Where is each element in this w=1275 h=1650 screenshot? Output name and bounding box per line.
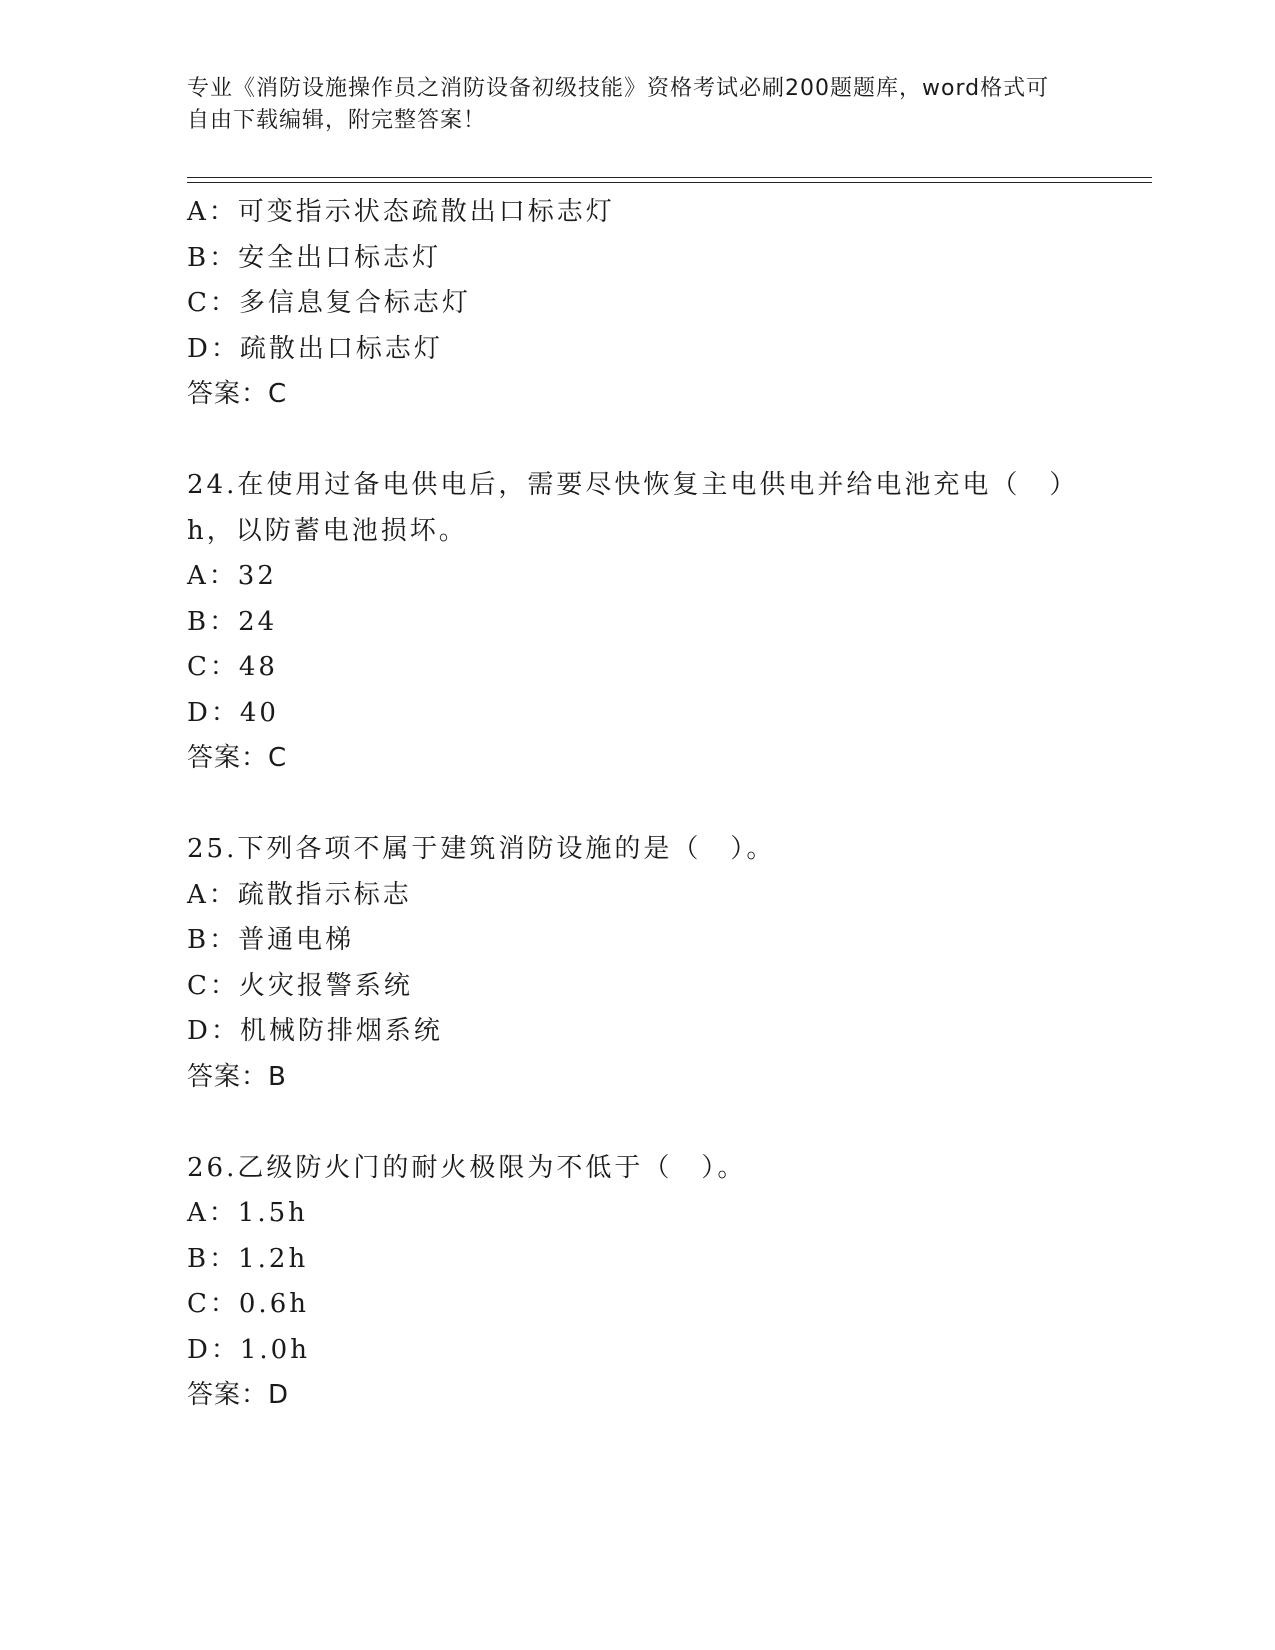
option-b: B：24: [187, 606, 278, 637]
option-c: C：多信息复合标志灯: [187, 288, 471, 318]
question-26: [187, 1146, 1087, 1419]
question-25: [187, 827, 1087, 1100]
answer-line: 答案：D: [187, 1380, 290, 1410]
option-b: B：普通电梯: [187, 925, 355, 955]
answer-line: 答案：C: [187, 379, 288, 409]
option-d: D：1.0h: [187, 1334, 310, 1365]
option-c: C：0.6h: [187, 1289, 309, 1319]
option-a: A：疏散指示标志: [187, 879, 412, 910]
document-title: 专业《消防设施操作员之消防设备初级技能》资格考试必刷200题题库，word格式可自由下载编辑，附完整答案！: [187, 76, 1050, 133]
question-list: [187, 190, 1087, 1419]
option-d: D：机械防排烟系统: [187, 1016, 443, 1046]
option-a: A：1.5h: [187, 1198, 308, 1228]
option-c: C：火灾报警系统: [187, 970, 413, 1001]
option-a: A：32: [187, 561, 277, 591]
question-stem-line-1: 24.在使用过备电供电后，需要尽快恢复主电供电并给电池充电（ ）: [187, 470, 1079, 500]
option-a: A：可变指示状态疏散出口标志灯: [187, 197, 615, 227]
option-b: B：安全出口标志灯: [187, 242, 442, 273]
answer-line: 答案：B: [187, 1061, 287, 1092]
question-23: [187, 190, 1087, 418]
option-d: D：疏散出口标志灯: [187, 333, 443, 364]
spacer: [187, 1100, 1087, 1146]
option-b: B：1.2h: [187, 1243, 309, 1274]
spacer: [187, 418, 1087, 464]
question-stem: 26.乙级防火门的耐火极限为不低于（ ）。: [187, 1152, 747, 1183]
question-stem-line-2: h，以防蓄电池损坏。: [187, 515, 468, 546]
header-rule-bottom: [187, 182, 1152, 183]
question-24: [187, 463, 1087, 782]
header-rule-top: [187, 177, 1152, 178]
question-stem: 25.下列各项不属于建筑消防设施的是（ ）。: [187, 834, 776, 864]
spacer: [187, 782, 1087, 828]
option-d: D：40: [187, 697, 279, 728]
answer-line: 答案：C: [187, 743, 288, 773]
option-c: C：48: [187, 652, 278, 682]
